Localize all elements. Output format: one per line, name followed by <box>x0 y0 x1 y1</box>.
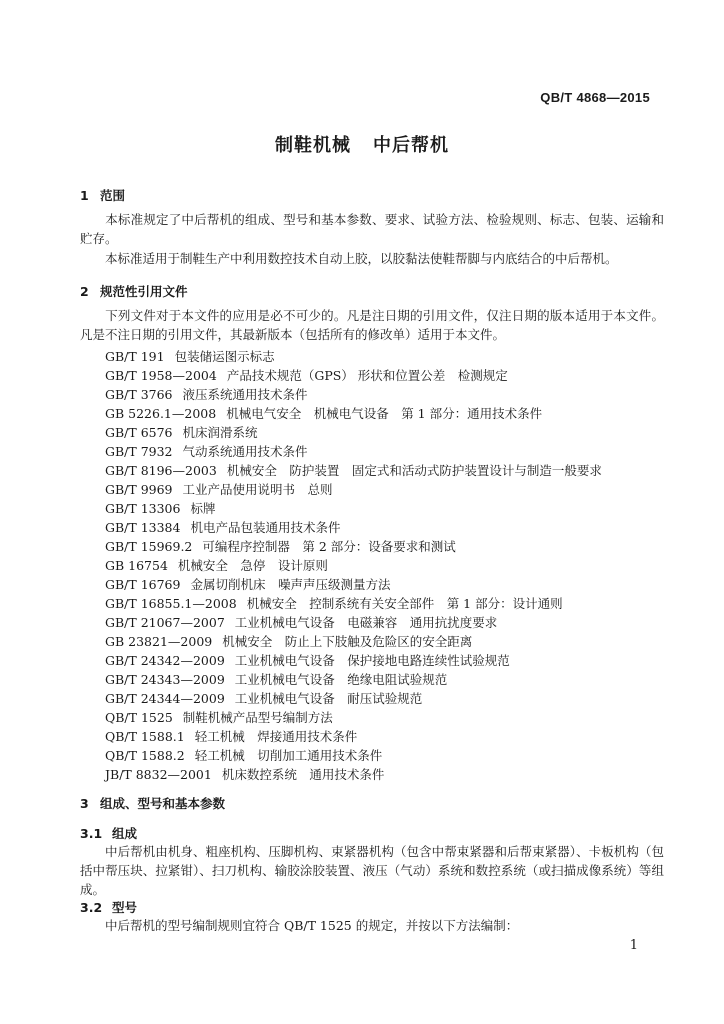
section-2-paragraph-1 <box>80 306 664 344</box>
subsection-number: 3.2 <box>80 900 103 915</box>
reference-item: QB/T 1588.2 轻工机械 切削加工通用技术条件 <box>105 748 383 763</box>
subsection-title: 组成 <box>112 826 138 841</box>
paragraph-text: 下列文件对于本文件的应用是必不可少的。凡是注日期的引用文件，仅注日期的版本适用于本文件。凡是不注日期的引用文件，其最新版本（包括所有的修改单）适用于本文件。 <box>80 308 664 342</box>
subsection-number: 3.1 <box>80 826 103 841</box>
reference-item: GB/T 24344—2009 工业机械电气设备 耐压试验规范 <box>105 691 423 706</box>
subsection-title: 型号 <box>112 900 138 915</box>
reference-item: GB 5226.1—2008 机械电气安全 机械电气设备 第 1 部分：通用技术条件 <box>105 406 543 421</box>
section-1-paragraph-1 <box>80 210 664 248</box>
reference-item: JB/T 8832—2001 机床数控系统 通用技术条件 <box>105 767 385 782</box>
section-number: 3 <box>80 796 89 811</box>
paragraph-text: 本标准适用于制鞋生产中利用数控技术自动上胶，以胶黏法使鞋帮脚与内底结合的中后帮机。 <box>105 251 618 266</box>
subsection-3-2-heading <box>80 898 137 916</box>
subsection-3-1-paragraph <box>80 842 664 899</box>
standard-code: QB/T 4868—2015 <box>540 90 650 105</box>
reference-item: GB/T 16855.1—2008 机械安全 控制系统有关安全部件 第 1 部分：设计通则 <box>105 596 563 611</box>
reference-item: QB/T 1588.1 轻工机械 焊接通用技术条件 <box>105 729 358 744</box>
reference-item: GB/T 24343—2009 工业机械电气设备 绝缘电阻试验规范 <box>105 672 448 687</box>
section-title: 范围 <box>100 188 126 203</box>
reference-item: GB/T 13384 机电产品包装通用技术条件 <box>105 520 341 535</box>
paragraph-text: 本标准规定了中后帮机的组成、型号和基本参数、要求、试验方法、检验规则、标志、包装、运输和贮存。 <box>80 212 664 246</box>
paragraph-text: 中后帮机由机身、粗座机构、压脚机构、束紧器机构（包含中帮束紧器和后帮束紧器）、卡板机构（包括中帮压块、拉紧钳）、扫刀机构、输胶涂胶装置、液压（气动）系统和数控系统（或扫描成像系统）等组成。 <box>80 844 664 897</box>
reference-item: GB/T 6576 机床润滑系统 <box>105 425 258 440</box>
reference-item: GB/T 191 包装储运图示标志 <box>105 349 275 364</box>
reference-item: GB/T 7932 气动系统通用技术条件 <box>105 444 308 459</box>
section-number: 2 <box>80 284 89 299</box>
reference-item: GB/T 13306 标牌 <box>105 501 216 516</box>
section-2-heading <box>80 282 188 300</box>
section-title: 规范性引用文件 <box>100 284 188 299</box>
title-part-a: 制鞋机械 <box>275 135 351 156</box>
paragraph-text: 中后帮机的型号编制规则宜符合 QB/T 1525 的规定，并按以下方法编制： <box>105 918 519 933</box>
section-1-paragraph-2 <box>80 249 664 268</box>
section-title: 组成、型号和基本参数 <box>100 796 226 811</box>
reference-item: GB/T 9969 工业产品使用说明书 总则 <box>105 482 333 497</box>
section-3-heading <box>80 794 225 812</box>
reference-item: QB/T 1525 制鞋机械产品型号编制方法 <box>105 710 333 725</box>
reference-item: GB/T 8196—2003 机械安全 防护装置 固定式和活动式防护装置设计与制造一般要求 <box>105 463 602 478</box>
subsection-3-2-paragraph <box>80 916 664 935</box>
reference-item: GB/T 16769 金属切削机床 噪声声压级测量方法 <box>105 577 391 592</box>
section-number: 1 <box>80 188 89 203</box>
reference-item: GB 16754 机械安全 急停 设计原则 <box>105 558 328 573</box>
section-1-heading <box>80 186 125 204</box>
reference-item: GB/T 21067—2007 工业机械电气设备 电磁兼容 通用抗扰度要求 <box>105 615 498 630</box>
reference-item: GB 23821—2009 机械安全 防止上下肢触及危险区的安全距离 <box>105 634 473 649</box>
page-number: 1 <box>629 938 638 953</box>
reference-item: GB/T 3766 液压系统通用技术条件 <box>105 387 308 402</box>
title-part-b: 中后帮机 <box>373 135 449 156</box>
document-title <box>0 131 724 157</box>
reference-item: GB/T 15969.2 可编程序控制器 第 2 部分：设备要求和测试 <box>105 539 456 554</box>
reference-item: GB/T 1958—2004 产品技术规范（GPS） 形状和位置公差 检测规定 <box>105 368 508 383</box>
subsection-3-1-heading <box>80 824 137 842</box>
reference-item: GB/T 24342—2009 工业机械电气设备 保护接地电路连续性试验规范 <box>105 653 510 668</box>
